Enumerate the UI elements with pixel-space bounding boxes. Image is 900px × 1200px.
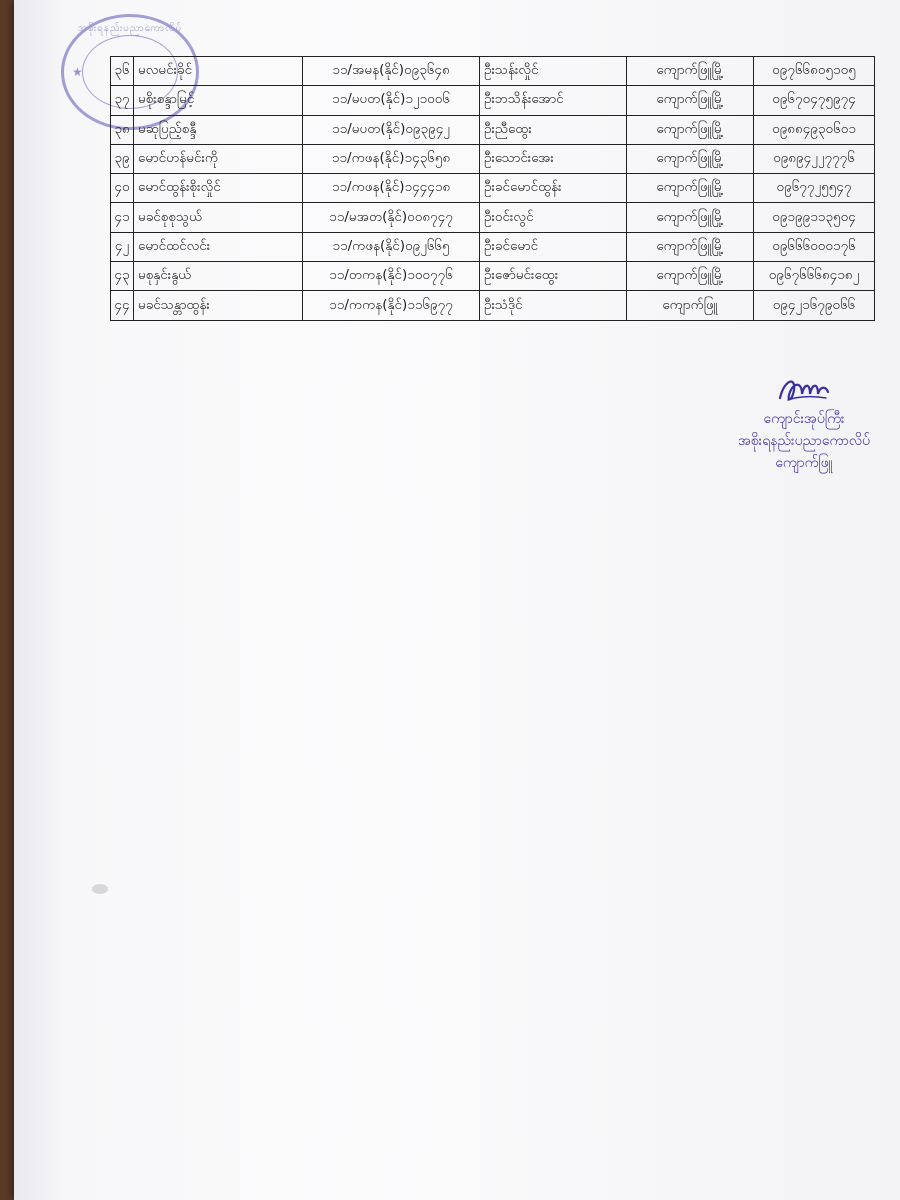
student-name-cell: မဆုပြည့်စန္ဒီ xyxy=(134,115,303,144)
student-name-cell: မောင်ထွန်းစိုးလှိုင် xyxy=(134,174,303,203)
father-name-cell: ဦးဇော်မင်းထွေး xyxy=(480,262,627,291)
phone-number-cell: ၀၉၆၇၀၄၇၅၉၇၄ xyxy=(754,86,875,115)
phone-number-cell: ၀၉၁၉၉၁၁၃၅၀၄ xyxy=(754,203,875,232)
row-number-cell: ၃၉ xyxy=(111,144,134,173)
signature-institution: အစိုးရနည်းပညာကောလိပ် xyxy=(737,433,871,449)
table-row xyxy=(111,57,875,86)
row-number-cell: ၄၄ xyxy=(111,291,134,320)
father-name-cell: ဦးသန်းလှိုင် xyxy=(480,57,627,86)
row-number-cell: ၃၈ xyxy=(111,115,134,144)
township-cell: ကျောက်ဖြူမြို့ xyxy=(627,262,754,291)
township-cell: ကျောက်ဖြူမြို့ xyxy=(627,115,754,144)
township-cell: ကျောက်ဖြူမြို့ xyxy=(627,57,754,86)
township-cell: ကျောက်ဖြူမြို့ xyxy=(627,174,754,203)
student-name-cell: မခင်သန္တာထွန်း xyxy=(134,291,303,320)
nrc-number-cell: ၁၁/ကကန(နိုင်)၁၁၆၉၇၇ xyxy=(303,291,480,320)
row-number-cell: ၄၀ xyxy=(111,174,134,203)
phone-number-cell: ၀၉၆၆၆၀၀၀၁၇၆ xyxy=(754,232,875,261)
father-name-cell: ဦးဘသိန်းအောင် xyxy=(480,86,627,115)
township-cell: ကျောက်ဖြူမြို့ xyxy=(627,86,754,115)
document-page xyxy=(14,0,900,1200)
nrc-number-cell: ၁၁/တကန(နိုင်)၁၀၀၇၇၆ xyxy=(303,262,480,291)
phone-number-cell: ၀၉၈၉၄၂၂၇၇၇၆ xyxy=(754,144,875,173)
nrc-number-cell: ၁၁/ကဖန(နိုင်)၁၄၃၆၅၈ xyxy=(303,144,480,173)
table-row xyxy=(111,115,875,144)
father-name-cell: ဦးခင်မောင် xyxy=(480,232,627,261)
student-table-body xyxy=(111,57,875,321)
table-row xyxy=(111,232,875,261)
student-name-cell: မောင်ထင်လင်း xyxy=(134,232,303,261)
table-row xyxy=(111,291,875,320)
township-cell: ကျောက်ဖြူမြို့ xyxy=(627,144,754,173)
father-name-cell: ဦးသောင်းအေး xyxy=(480,144,627,173)
phone-number-cell: ၀၉၄၂၁၆၇၉၀၆၆ xyxy=(754,291,875,320)
father-name-cell: ဦးညီထွေး xyxy=(480,115,627,144)
seal-star-icon: ★ xyxy=(72,65,83,79)
township-cell: ကျောက်ဖြူမြို့ xyxy=(627,232,754,261)
table-row xyxy=(111,262,875,291)
nrc-number-cell: ၁၁/အမန(နိုင်)၀၉၃၆၄၈ xyxy=(303,57,480,86)
handwritten-signature xyxy=(774,372,834,406)
student-table xyxy=(110,56,875,321)
student-name-cell: မစုနှင်းနွယ် xyxy=(134,262,303,291)
phone-number-cell: ၀၉၇၆၆၈၀၅၁၀၅ xyxy=(754,57,875,86)
phone-number-cell: ၀၉၆၇၇၂၅၅၄၇ xyxy=(754,174,875,203)
student-table-wrapper xyxy=(110,56,875,321)
phone-number-cell: ၀၉၈၈၄၉၃၀၆၀၁ xyxy=(754,115,875,144)
signature-location: ကျောက်ဖြူ xyxy=(775,455,833,471)
row-number-cell: ၄၃ xyxy=(111,262,134,291)
phone-number-cell: ၀၉၆၇၆၆၆၈၄၁၈၂ xyxy=(754,262,875,291)
row-number-cell: ၃၆ xyxy=(111,57,134,86)
signature-title: ကျောင်းအုပ်ကြီး xyxy=(763,411,845,427)
father-name-cell: ဦးခင်မောင်ထွန်း xyxy=(480,174,627,203)
nrc-number-cell: ၁၁/ကဖန(နိုင်)၀၉၂၆၆၅ xyxy=(303,232,480,261)
table-row xyxy=(111,86,875,115)
township-cell: ကျောက်ဖြူ xyxy=(627,291,754,320)
student-name-cell: မခင်စုစုသွယ် xyxy=(134,203,303,232)
nrc-number-cell: ၁၁/မအတ(နိုင်)၀၀၈၇၄၇ xyxy=(303,203,480,232)
student-name-cell: မောင်ဟန်မင်းကို xyxy=(134,144,303,173)
table-row xyxy=(111,174,875,203)
table-row xyxy=(111,144,875,173)
father-name-cell: ဦးသံဒိုင် xyxy=(480,291,627,320)
signature-block xyxy=(704,372,900,474)
row-number-cell: ၄၂ xyxy=(111,232,134,261)
seal-text: အစိုးရနည်းပညာကောလိပ် xyxy=(77,23,183,34)
nrc-number-cell: ၁၁/မပတ(နိုင်)၁၂၁၀၀၆ xyxy=(303,86,480,115)
row-number-cell: ၃၇ xyxy=(111,86,134,115)
table-row xyxy=(111,203,875,232)
student-name-cell: မလမင်းခိုင် xyxy=(134,57,303,86)
student-name-cell: မစိုးစန္ဒာမြင့် xyxy=(134,86,303,115)
row-number-cell: ၄၁ xyxy=(111,203,134,232)
paper-smudge xyxy=(92,884,108,894)
father-name-cell: ဦးဝင်းလွင် xyxy=(480,203,627,232)
township-cell: ကျောက်ဖြူမြို့ xyxy=(627,203,754,232)
nrc-number-cell: ၁၁/မပတ(နိုင်)၀၉၃၉၄၂ xyxy=(303,115,480,144)
nrc-number-cell: ၁၁/ကဖန(နိုင်)၁၄၄၄၁၈ xyxy=(303,174,480,203)
